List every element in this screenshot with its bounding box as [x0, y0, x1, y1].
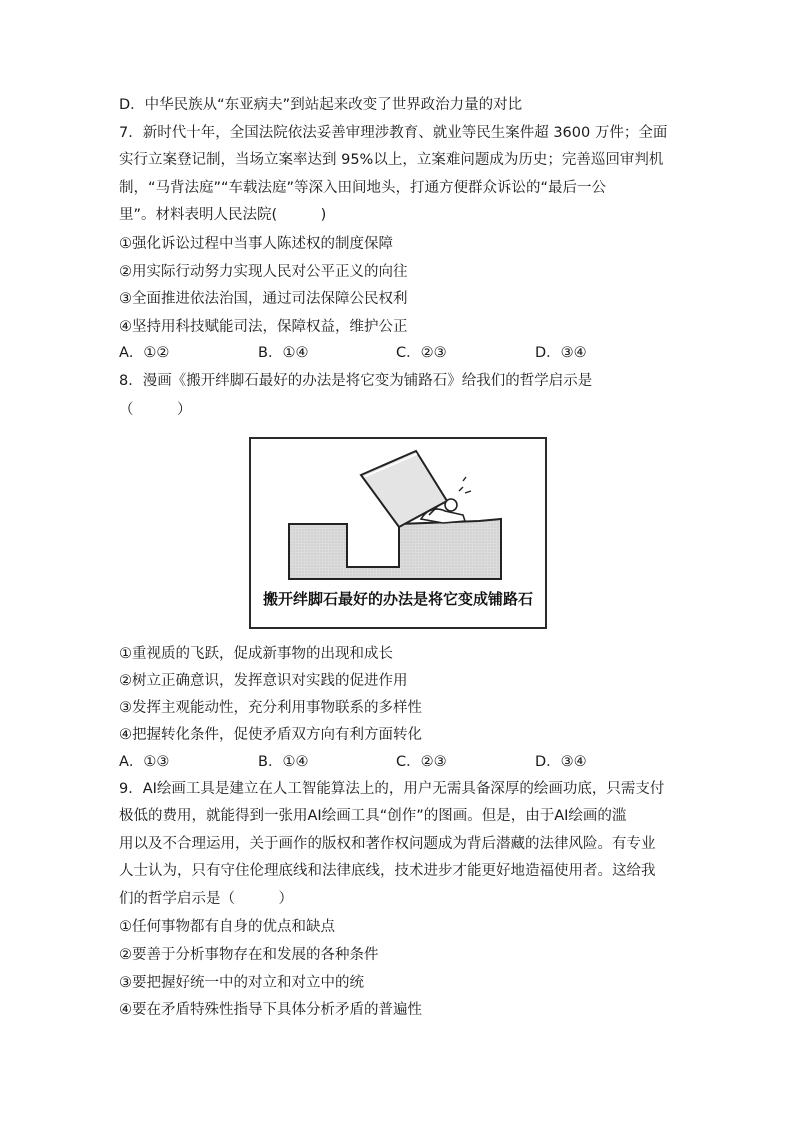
- ground-with-pit: [289, 519, 501, 579]
- q9-stem-line-1: 9．AI绘画工具是建立在人工智能算法上的，用户无需具备深厚的绘画功底，只需支付: [119, 781, 665, 797]
- cartoon-caption: 搬开绊脚石最好的办法是将它变成铺路石: [262, 590, 533, 608]
- q9-stem-line-2: 极低的费用，就能得到一张用AI绘画工具“创作”的图画。但是，由于AI绘画的滥: [119, 808, 627, 824]
- q8-statement-2: ②树立正确意识，发挥意识对实践的促进作用: [119, 673, 408, 689]
- q7-option-c: C．②③: [396, 345, 447, 361]
- q8-option-c: C．②③: [396, 754, 447, 770]
- q7-stem-line-4: 里”。材料表明人民法院( ): [119, 207, 327, 223]
- q7-option-a: A．①②: [119, 345, 170, 361]
- q7-statement-3: ③全面推进依法治国，通过司法保障公民权利: [119, 291, 408, 307]
- q9-stem-line-4: 人士认为，只有守住伦理底线和法律底线，技术进步才能更好地造福使用者。这给我: [119, 863, 656, 879]
- q7-option-b: B．①④: [258, 345, 309, 361]
- q9-statement-1: ①任何事物都有自身的优点和缺点: [119, 919, 335, 935]
- q8-option-d: D．③④: [535, 754, 587, 770]
- q8-stem-line-2: （ ）: [119, 402, 192, 418]
- q8-statement-3: ③发挥主观能动性，充分利用事物联系的多样性: [119, 700, 422, 716]
- q7-statement-2: ②用实际行动努力实现人民对公平正义的向往: [119, 264, 408, 280]
- cartoon-image: [249, 437, 547, 629]
- q7-statement-4: ④坚持用科技赋能司法，保障权益，维护公正: [119, 319, 408, 335]
- q7-stem-line-3: 制，“马背法庭”“车载法庭”等深入田间地头，打通方便群众诉讼的“最后一公: [119, 180, 607, 196]
- q7-option-d: D．③④: [535, 345, 587, 361]
- prev-option-d: D．中华民族从“东亚病夫”到站起来改变了世界政治力量的对比: [119, 97, 523, 113]
- q9-stem-line-3: 用以及不合理运用，关于画作的版权和著作权问题成为背后潜藏的法律风险。有专业: [119, 836, 656, 852]
- q7-statement-1: ①强化诉讼过程中当事人陈述权的制度保障: [119, 236, 393, 252]
- q8-stem-line-1: 8．漫画《搬开绊脚石最好的办法是将它变为铺路石》给我们的哲学启示是: [119, 373, 593, 389]
- effort-marks: [459, 477, 471, 493]
- q9-statement-4: ④要在矛盾特殊性指导下具体分析矛盾的普遍性: [119, 1002, 422, 1018]
- q7-stem-line-1: 7．新时代十年，全国法院依法妥善审理涉教育、就业等民生案件超 3600 万件；全面: [119, 125, 668, 141]
- q9-statement-3: ③要把握好统一中的对立和对立中的统: [119, 975, 364, 991]
- q7-stem-line-2: 实行立案登记制，当场立案率达到 95%以上，立案难问题成为历史；完善巡回审判机: [119, 152, 664, 168]
- q8-option-a: A．①③: [119, 754, 170, 770]
- q9-stem-line-5: 们的哲学启示是（ ）: [119, 891, 293, 907]
- q8-statement-1: ①重视质的飞跃，促成新事物的出现和成长: [119, 646, 393, 662]
- q8-option-b: B．①④: [258, 754, 309, 770]
- pushing-person: [421, 509, 465, 523]
- q8-statement-4: ④把握转化条件，促使矛盾双方向有利方面转化: [119, 727, 422, 743]
- q9-statement-2: ②要善于分析事物存在和发展的各种条件: [119, 947, 379, 963]
